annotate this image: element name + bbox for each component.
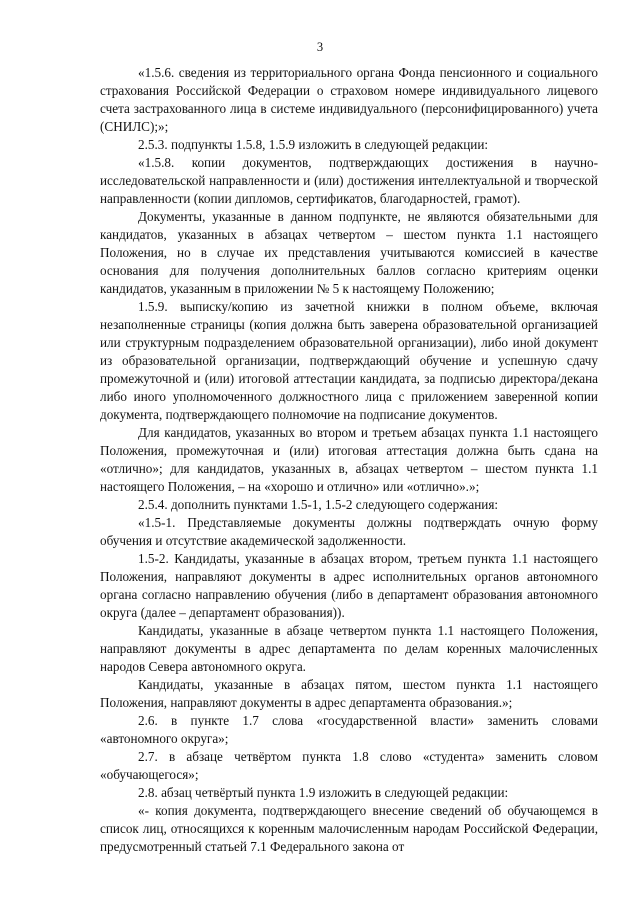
paragraph-2-7: 2.7. в абзаце четвёртом пункта 1.8 слово «студента» заменить словом «обучающегося»; bbox=[100, 749, 598, 782]
document-body bbox=[100, 64, 598, 856]
paragraph-2-8: 2.8. абзац четвёртый пункта 1.9 изложить в следующей редакции: bbox=[138, 785, 509, 800]
paragraph-1-5-9-note: Для кандидатов, указанных во втором и третьем абзацах пункта 1.1 настоящего Положения, промежуточная и (или) итоговая аттестация должна быть сдана на «отлично»; для кандидатов, указанных в, абзацах четвертом – шестом пункта 1.1 настоящего Положения, – на «хорошо и отлично» или «отлично».»; bbox=[100, 425, 598, 494]
paragraph-1-5-8-note: Документы, указанные в данном подпункте, не являются обязательными для кандидатов, указанных в абзацах четвертом – шестом пункта 1.1 настоящего Положения, но в случае их представления учитываются комиссией в качестве основания для получения дополнительных баллов согласно критериям оценки кандидатов, указанным в приложении № 5 к настоящему Положению; bbox=[100, 209, 598, 296]
paragraph-1-5-9: 1.5.9. выписку/копию из зачетной книжки в полном объеме, включая незаполненные страницы (копия должна быть заверена образовательной организацией или структурным подразделением образовательной организации), либо иной документ из образовательной организации, подтверждающий обучение и успешную сдачу промежуточной и (или) итоговой аттестации кандидата, за подписью директора/декана либо иного уполномоченного должностного лица с приложением заверенной копии документа, подтверждающего полномочие на подписание документов. bbox=[100, 299, 598, 422]
paragraph-1-5-2: 1.5-2. Кандидаты, указанные в абзацах втором, третьем пункта 1.1 настоящего Положения, направляют документы в адрес исполнительных органов автономного органа согласно направлению обучения (либо в департамент образования автономного округа (далее – департамент образования)). bbox=[100, 551, 598, 620]
paragraph-1-5-6: «1.5.6. сведения из территориального органа Фонда пенсионного и социального страхования Российской Федерации о страховом номере индивидуального лицевого счета застрахованного лица в системе индивидуального (персонифицированного) учета (СНИЛС);»; bbox=[100, 65, 598, 134]
paragraph-2-5-3: 2.5.3. подпункты 1.5.8, 1.5.9 изложить в следующей редакции: bbox=[138, 137, 489, 152]
paragraph-2-8-quote: «- копия документа, подтверждающего внесение сведений об обучающемся в список лиц, относящихся к коренным малочисленным народам Российской Федерации, предусмотренный статьей 7.1 Федерального закона от bbox=[100, 803, 598, 854]
paragraph-1-5-2-education: Кандидаты, указанные в абзацах пятом, шестом пункта 1.1 настоящего Положения, направляют документы в адрес департамента образования.»; bbox=[100, 677, 598, 710]
paragraph-1-5-1: «1.5-1. Представляемые документы должны подтверждать очную форму обучения и отсутствие академической задолженности. bbox=[100, 515, 598, 548]
page-number: 3 bbox=[316, 40, 324, 54]
paragraph-2-6: 2.6. в пункте 1.7 слова «государственной власти» заменить словами «автономного округа»; bbox=[100, 713, 598, 746]
paragraph-1-5-8: «1.5.8. копии документов, подтверждающих достижения в научно-исследовательской направленности и (или) достижения интеллектуальной и творческой направленности (копии дипломов, сертификатов, благодарностей, грамот). bbox=[100, 155, 598, 206]
paragraph-2-5-4: 2.5.4. дополнить пунктами 1.5-1, 1.5-2 следующего содержания: bbox=[138, 497, 499, 512]
paragraph-1-5-2-kmns: Кандидаты, указанные в абзаце четвертом пункта 1.1 настоящего Положения, направляют документы в адрес департамента по делам коренных малочисленных народов Севера автономного округа. bbox=[100, 623, 598, 674]
